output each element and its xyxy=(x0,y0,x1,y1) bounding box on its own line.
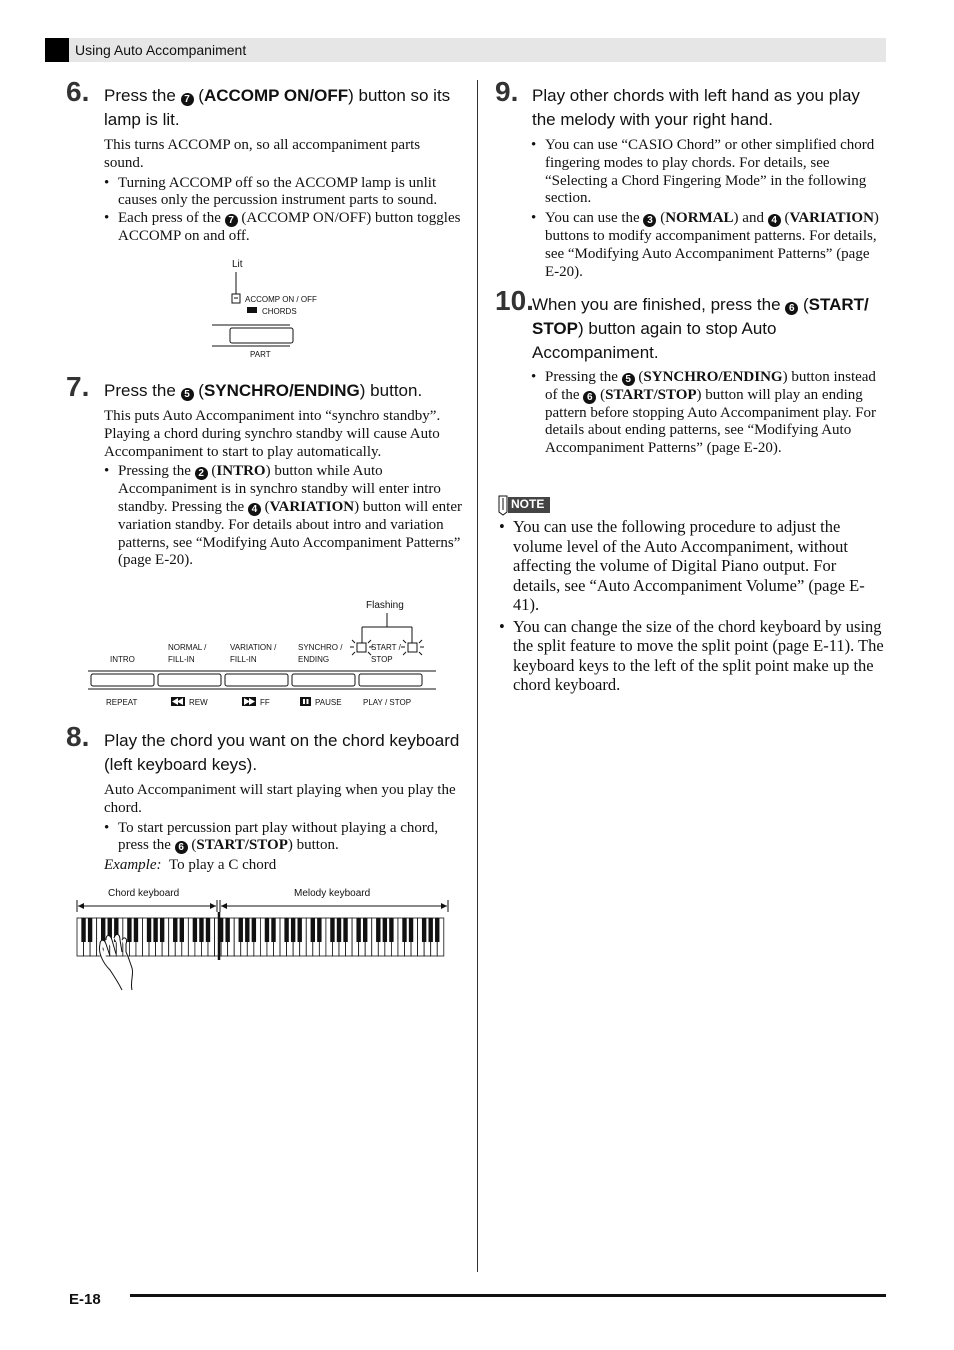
chord-keyboard-label: Chord keyboard xyxy=(108,888,180,899)
footer-rule xyxy=(130,1294,886,1297)
black-key xyxy=(356,918,360,942)
black-key xyxy=(206,918,210,942)
piano-keys xyxy=(77,918,444,956)
lit-label: Lit xyxy=(232,259,243,270)
accomp-label: ACCOMP ON / OFF xyxy=(245,295,317,304)
chords-label: CHORDS xyxy=(262,307,297,316)
button-7-icon: 7 xyxy=(181,93,194,106)
header-block xyxy=(45,38,69,62)
button-3-icon: 3 xyxy=(643,214,656,227)
black-key xyxy=(271,918,275,942)
black-key xyxy=(88,918,92,942)
black-key xyxy=(245,918,249,942)
step-10-heading: When you are finished, press the 6 (START/ STOP) button again to stop Auto Accompaniment. xyxy=(532,295,869,362)
black-key xyxy=(134,918,138,942)
black-key xyxy=(389,918,393,942)
black-key xyxy=(180,918,184,942)
black-key xyxy=(252,918,256,942)
ff-icon xyxy=(242,697,256,706)
step-7-number: 7. xyxy=(66,371,90,402)
black-key xyxy=(429,918,433,942)
black-key xyxy=(376,918,380,942)
ff-label: FF xyxy=(260,698,270,707)
header-title: Using Auto Accompaniment xyxy=(75,42,247,58)
start-label: START / xyxy=(371,643,401,652)
accomp-figure xyxy=(200,254,320,364)
normal-label: NORMAL / xyxy=(168,643,207,652)
step-7-heading: Press the 5 (SYNCHRO/ENDING) button. xyxy=(104,381,423,400)
button-7-icon: 7 xyxy=(225,214,238,227)
ending-label: ENDING xyxy=(298,655,330,664)
note-body: • You can use the following procedure to adjust the volume level of the Auto Accompaniment, without affecting the volume of Digital Piano output. For details, see “Auto Accompaniment Volume” (page E-41). • You can change the size of the chord keyboard by using the split feature to move the split point (page E-11). The keyboard keys to the left of the split point make up the chord keyboard. xyxy=(499,517,887,695)
step-10-number: 10. xyxy=(495,285,534,316)
melody-keyboard-label: Melody keyboard xyxy=(294,888,371,899)
step-7-body: This puts Auto Accompaniment into “synchro standby”. Playing a chord during synchro standby will cause Auto Accompaniment to start to play automatically. • Pressing the 2 (INTRO) button while Auto Accompaniment is in synchro standby will enter intro standby. Pressing the 4 (VARIATION) button will enter variation standby. For details about intro and variation patterns, see “Modifying Auto Accompaniment Patterns” (page E-20). xyxy=(104,408,462,570)
column-divider xyxy=(477,80,478,1272)
black-key xyxy=(298,918,302,942)
black-key xyxy=(101,918,105,942)
step-6-heading: Press the 7 (ACCOMP ON/OFF) button so its lamp is lit. xyxy=(104,86,451,129)
step-9-number: 9. xyxy=(495,76,519,107)
step-9-body: • You can use “CASIO Chord” or other simplified chord fingering modes to play chords. For details, see “Selecting a Chord Fingering Mode” in the following section. • You can use the 3 (NORMAL) and 4 (VARIATION) buttons to modify accompaniment patterns. For details, see “Modifying Auto Accompaniment Patterns” (page E-20). xyxy=(531,137,887,281)
button-5-icon: 5 xyxy=(622,373,635,386)
black-key xyxy=(363,918,367,942)
black-key xyxy=(173,918,177,942)
play-stop-label: PLAY / STOP xyxy=(363,698,412,707)
step-8-body: Auto Accompaniment will start playing when you play the chord. • To start percussion part play without playing a chord, press the 6 (START/STOP) button. Example: To play a C chord xyxy=(104,782,462,875)
normal-fill-label: FILL-IN xyxy=(168,655,195,664)
black-key xyxy=(81,918,85,942)
black-key xyxy=(239,918,243,942)
rew-label: REW xyxy=(189,698,208,707)
black-key xyxy=(330,918,334,942)
button-6-icon: 6 xyxy=(175,841,188,854)
pause-icon xyxy=(300,697,311,706)
flashing-label: Flashing xyxy=(366,600,404,611)
note-label: NOTE xyxy=(511,497,545,511)
black-key xyxy=(284,918,288,942)
black-key xyxy=(343,918,347,942)
black-key xyxy=(147,918,151,942)
button-6-icon: 6 xyxy=(583,391,596,404)
black-key xyxy=(409,918,413,942)
black-key xyxy=(153,918,157,942)
black-key xyxy=(127,918,131,942)
black-key xyxy=(311,918,315,942)
black-key xyxy=(291,918,295,942)
step-8-heading: Play the chord you want on the chord keyboard (left keyboard keys). xyxy=(104,731,460,774)
intro-label: INTRO xyxy=(110,655,135,664)
button-4-icon: 4 xyxy=(768,214,781,227)
pause-label: PAUSE xyxy=(315,698,342,707)
black-key xyxy=(435,918,439,942)
step-8-number: 8. xyxy=(66,721,90,752)
black-key xyxy=(199,918,203,942)
synchro-label: SYNCHRO / xyxy=(298,643,343,652)
button-2-icon: 2 xyxy=(195,467,208,480)
step-10-body: • Pressing the 5 (SYNCHRO/ENDING) button instead of the 6 (START/STOP) button will play an ending pattern before stopping Auto Accompaniment play. For details about ending patterns, see “Modifying Auto Accompaniment Patterns” (page E-20). xyxy=(531,369,887,458)
step-6-number: 6. xyxy=(66,76,90,107)
black-key xyxy=(193,918,197,942)
black-key xyxy=(422,918,426,942)
variation-fill-label: FILL-IN xyxy=(230,655,257,664)
black-key xyxy=(402,918,406,942)
part-label: PART xyxy=(250,350,271,359)
black-key xyxy=(225,918,229,942)
keyboard-figure xyxy=(70,882,455,994)
button-6-icon: 6 xyxy=(785,302,798,315)
rew-icon xyxy=(171,697,185,706)
button-5-icon: 5 xyxy=(181,388,194,401)
accomp-buttons-figure xyxy=(86,595,446,715)
step-6-body: This turns ACCOMP on, so all accompaniment parts sound. • Turning ACCOMP off so the ACCOMP lamp is unlit causes only the percussion instrument parts to sound. • Each press of the 7 (ACCOMP ON/OFF) button toggles ACCOMP on and off. xyxy=(104,137,462,246)
page-number: E-18 xyxy=(69,1291,101,1308)
variation-label: VARIATION / xyxy=(230,643,277,652)
stop-label: STOP xyxy=(371,655,393,664)
repeat-label: REPEAT xyxy=(106,698,138,707)
note-badge xyxy=(497,494,553,516)
step-9-heading: Play other chords with left hand as you play the melody with your right hand. xyxy=(532,86,860,129)
black-key xyxy=(317,918,321,942)
black-key xyxy=(383,918,387,942)
button-4-icon: 4 xyxy=(248,503,261,516)
black-key xyxy=(337,918,341,942)
black-key xyxy=(160,918,164,942)
note-pencil-icon xyxy=(499,496,507,515)
black-key xyxy=(265,918,269,942)
